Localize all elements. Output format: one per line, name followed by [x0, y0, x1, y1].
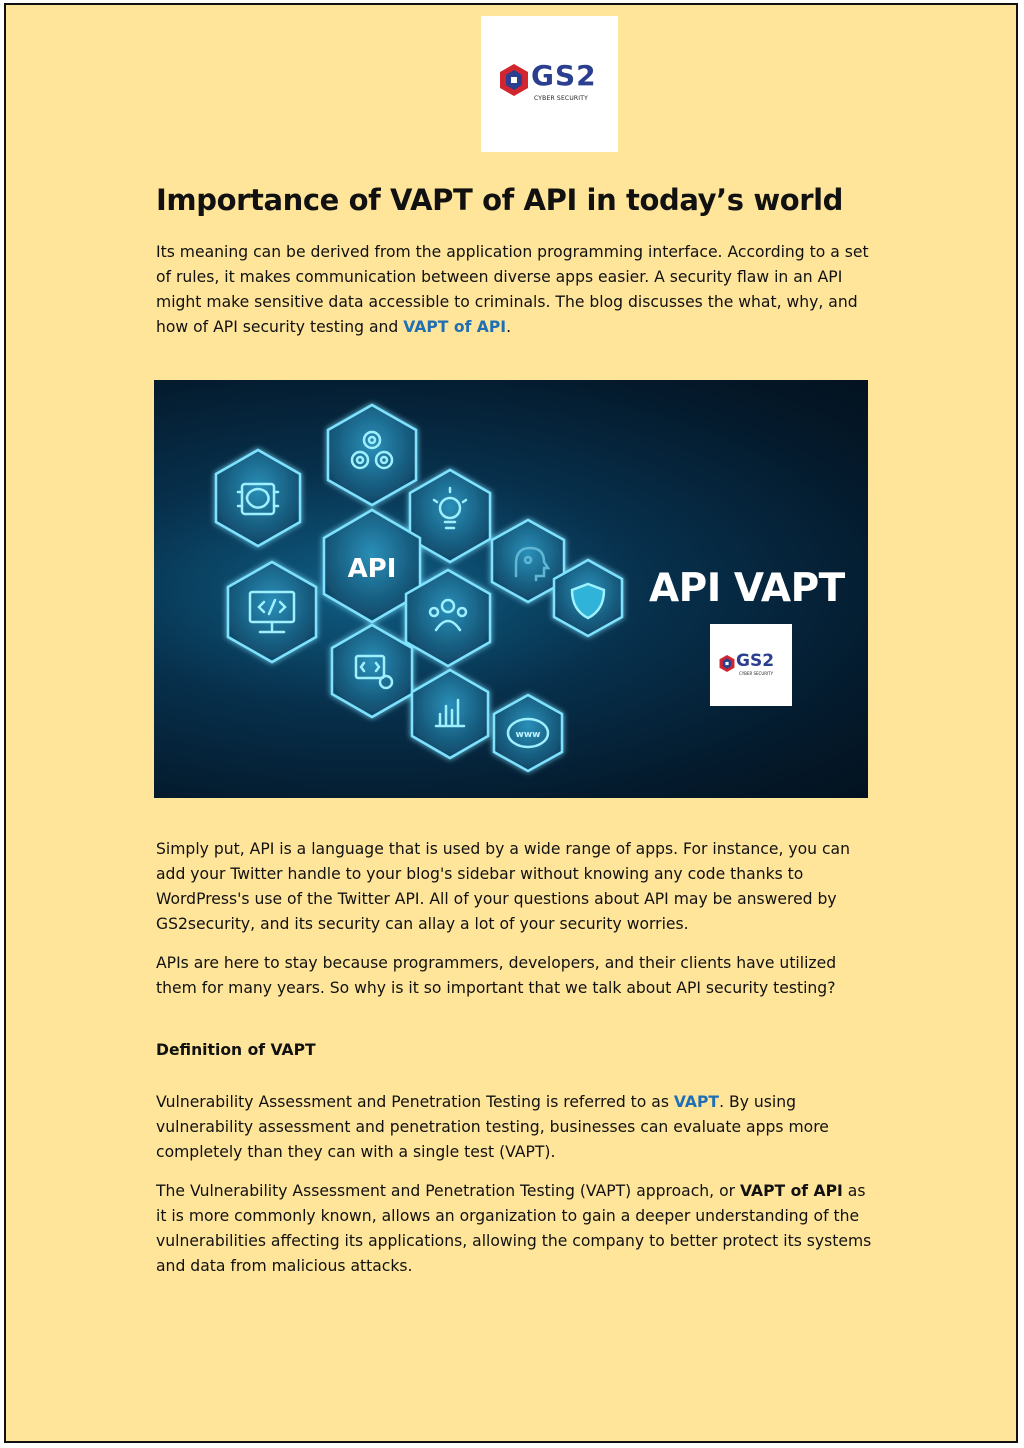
logo-tagline: CYBER SECURITY: [534, 95, 588, 102]
para4-bold: VAPT of API: [740, 1182, 843, 1200]
banner-logo-name: GS2: [736, 651, 775, 671]
definition-heading: Definition of VAPT: [156, 1041, 316, 1059]
intro-paragraph: [156, 240, 876, 340]
logo-name: GS2: [531, 59, 597, 92]
paragraph-api-language: Simply put, API is a language that is used by a wide range of apps. For instance, you can add your Twitter handle to your blog's sidebar without knowing any code thanks to WordPress's use of the Twitter API. All of your questions about API may be answered by GS2security, and its security can allay a lot of your security worries.: [156, 840, 850, 933]
paragraph-vapt-definition: [156, 1090, 876, 1165]
para3-rest: . By using vulnerability assessment and penetration testing, businesses can evaluate apps more completely than they can with a single test (VAPT).: [156, 1093, 829, 1161]
hex-brain: [216, 450, 300, 546]
banner-title: API VAPT: [649, 566, 845, 611]
gs2-logo-icon: [499, 63, 529, 97]
para4-text: The Vulnerability Assessment and Penetration Testing (VAPT) approach, or: [156, 1182, 741, 1200]
hex-gears: [328, 405, 416, 505]
paragraph-apis-here-to-stay: APIs are here to stay because programmers, developers, and their clients have utilized them for many years. So why is it so important that we talk about API security testing?: [156, 954, 837, 997]
company-logo: [481, 16, 618, 152]
banner-logo-tagline: CYBER SECURITY: [739, 671, 774, 676]
hex-code-monitor: [228, 562, 316, 662]
paragraph-vapt-approach: [156, 1179, 876, 1279]
para3-text: Vulnerability Assessment and Penetration Testing is referred to as: [156, 1093, 674, 1111]
vapt-of-api-link[interactable]: VAPT of API: [403, 318, 507, 336]
hex-code-gear: [332, 625, 412, 717]
hex-chart: [412, 670, 488, 758]
intro-end: .: [506, 318, 512, 336]
svg-text:www: www: [515, 730, 541, 740]
page-title: Importance of VAPT of API in today’s world: [156, 183, 844, 217]
banner-logo: [710, 624, 792, 706]
document-page: [4, 3, 1018, 1443]
para4-rest: as it is more commonly known, allows an organization to gain a deeper understanding of the vulnerabilities affecting its applications, allowing the company to better protect its systems and data from malicious attacks.: [156, 1182, 872, 1275]
api-vapt-banner-image: [154, 380, 868, 798]
gs2-logo-small-icon: [719, 654, 735, 673]
hex-bulb: [410, 470, 490, 562]
vapt-link[interactable]: VAPT: [673, 1093, 720, 1111]
api-hex-label: API: [347, 554, 397, 584]
intro-text: Its meaning can be derived from the application programming interface. According to a set of rules, it makes communication between diverse apps easier. A security flaw in an API might make sensitive data accessible to criminals. The blog discusses the what, why, and how of API security testing and: [156, 243, 869, 336]
